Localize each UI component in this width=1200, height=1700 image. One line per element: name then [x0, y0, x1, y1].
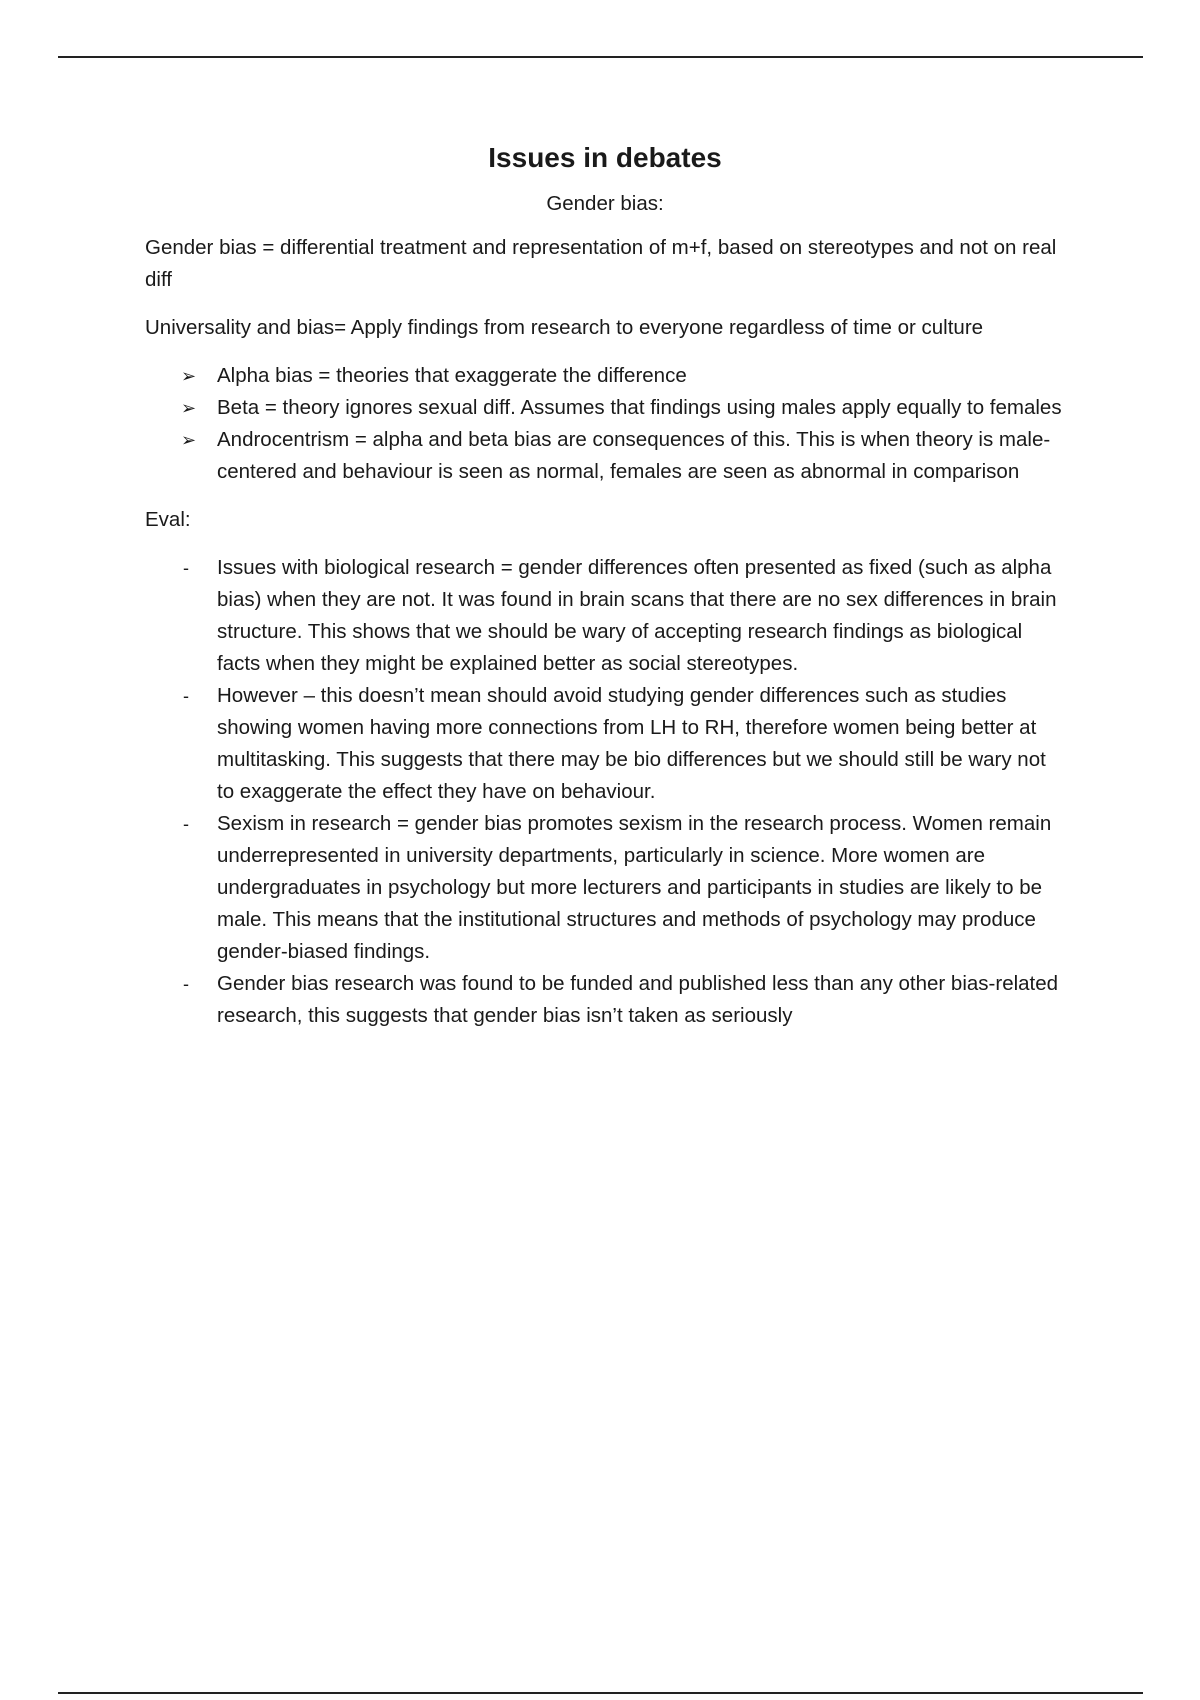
- list-item: [183, 808, 1065, 968]
- eval-list: [145, 552, 1065, 1032]
- dash-bullet-icon: -: [183, 558, 189, 578]
- list-item-text: Sexism in research = gender bias promotes sexism in the research process. Women remain underrepresented in university departments, particularly in science. More women are undergraduates in psychology but more lecturers and participants in studies are likely to be male. This means that the institutional structures and methods of psychology may produce gender-biased findings.: [217, 812, 1052, 963]
- page-bottom-rule: [58, 1692, 1143, 1694]
- section-subtitle: Gender bias:: [546, 192, 664, 215]
- document-body: [145, 140, 1065, 1048]
- page-top-rule: [58, 56, 1143, 58]
- bias-types-list: [145, 360, 1065, 488]
- arrow-bullet-icon: ➢: [181, 398, 197, 418]
- arrow-bullet-icon: ➢: [181, 430, 197, 450]
- list-item-text: Alpha bias = theories that exaggerate the difference: [217, 364, 687, 387]
- universality-paragraph: Universality and bias= Apply findings from research to everyone regardless of time or culture: [145, 316, 984, 339]
- document-title: Issues in debates: [488, 142, 722, 173]
- list-item-text: Gender bias research was found to be funded and published less than any other bias-related research, this suggests that gender bias isn’t taken as seriously: [217, 972, 1059, 1027]
- list-item-text: Beta = theory ignores sexual diff. Assumes that findings using males apply equally to females: [217, 396, 1062, 419]
- list-item-text: Androcentrism = alpha and beta bias are consequences of this. This is when theory is male-centered and behaviour is seen as normal, females are seen as abnormal in comparison: [217, 428, 1051, 483]
- dash-bullet-icon: -: [183, 686, 189, 706]
- list-item: [183, 552, 1065, 680]
- dash-bullet-icon: -: [183, 814, 189, 834]
- list-item-text: Issues with biological research = gender differences often presented as fixed (such as alpha bias) when they are not. It was found in brain scans that there are no sex differences in brain structure. This shows that we should be wary of accepting research findings as biological facts when they might be explained better as social stereotypes.: [217, 556, 1057, 675]
- list-item: [181, 392, 1065, 424]
- list-item: [183, 968, 1065, 1032]
- list-item: [181, 424, 1065, 488]
- dash-bullet-icon: -: [183, 974, 189, 994]
- list-item-text: However – this doesn’t mean should avoid studying gender differences such as studies showing women having more connections from LH to RH, therefore women being better at multitasking. This suggests that there may be bio differences but we should still be wary not to exaggerate the effect they have on behaviour.: [217, 684, 1046, 803]
- eval-heading: Eval:: [145, 508, 191, 531]
- definition-paragraph: Gender bias = differential treatment and representation of m+f, based on stereotypes and not on real diff: [145, 236, 1057, 291]
- list-item: [183, 680, 1065, 808]
- list-item: [181, 360, 1065, 392]
- arrow-bullet-icon: ➢: [181, 366, 197, 386]
